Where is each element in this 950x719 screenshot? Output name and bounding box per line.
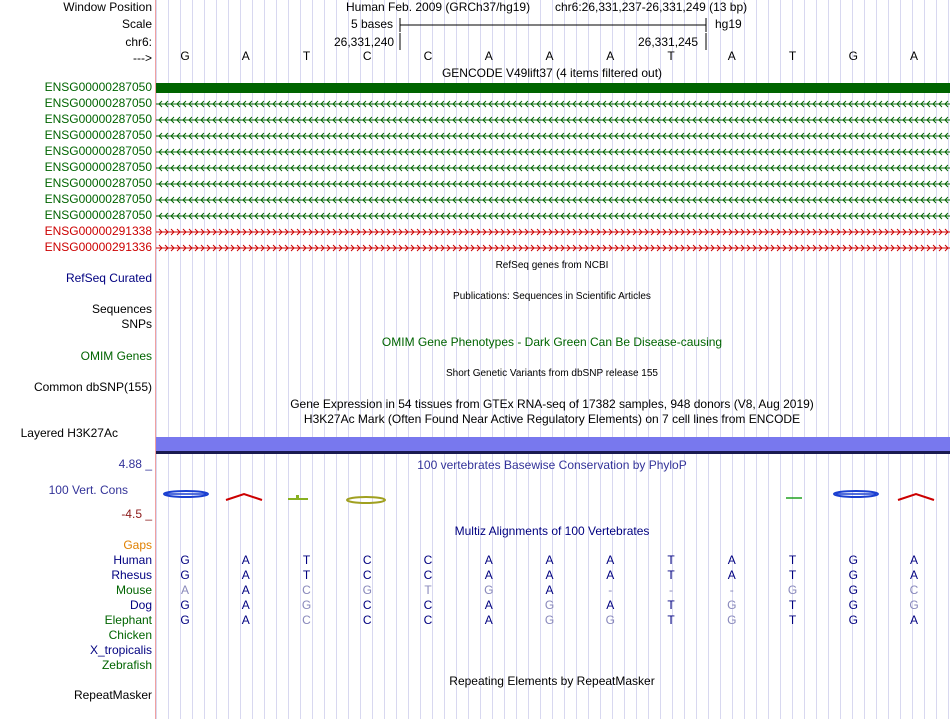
gencode-feature[interactable] (156, 193, 950, 207)
aligned-base: A (727, 568, 736, 582)
base-12: G (848, 49, 858, 63)
scale-label: Scale (121, 17, 152, 31)
gencode-row-label[interactable]: ENSG00000287050 (44, 176, 152, 190)
base-5: C (423, 49, 433, 63)
gencode-feature[interactable] (156, 161, 950, 175)
chrom-label: chr6: (125, 35, 152, 49)
gencode-row-label[interactable]: ENSG00000291338 (44, 224, 152, 238)
species-label-x_tropicalis: X_tropicalis (89, 643, 152, 657)
aligned-base: G (848, 583, 858, 597)
publications-label[interactable]: Sequences (91, 302, 152, 316)
cons-title: 100 vertebrates Basewise Conservation by PhyloP (417, 458, 687, 472)
gencode-row-label[interactable]: ENSG00000291336 (44, 240, 152, 254)
aligned-base: T (667, 553, 675, 567)
base-9: T (667, 49, 675, 63)
aligned-base: T (788, 568, 797, 582)
aligned-base: G (727, 613, 737, 627)
h3k27ac-signal-bar[interactable] (156, 437, 950, 451)
aligned-base: G (848, 613, 858, 627)
conservation-logo[interactable] (156, 486, 950, 506)
aligned-base: G (301, 598, 312, 612)
aligned-base: C (362, 598, 372, 612)
gencode-feature[interactable] (156, 241, 950, 255)
db-text: hg19 (715, 17, 742, 31)
aligned-base: C (362, 568, 372, 582)
aligned-base: T (788, 598, 797, 612)
cons-glyph-t3 (288, 495, 308, 499)
aligned-base: C (423, 553, 433, 567)
aligned-base: C (362, 613, 372, 627)
gencode-feature[interactable] (156, 81, 950, 95)
aligned-base: A (241, 568, 250, 582)
species-label-mouse: Mouse (115, 583, 152, 597)
snps-label[interactable]: SNPs (121, 317, 152, 331)
scale-text: 5 bases (351, 17, 394, 31)
aligned-base: A (484, 613, 493, 627)
aligned-base: C (423, 568, 433, 582)
base-8: A (606, 49, 615, 63)
aligned-base: G (362, 583, 372, 597)
gencode-feature[interactable] (156, 129, 950, 143)
aligned-base: T (424, 583, 432, 597)
aligned-base: C (423, 613, 433, 627)
gencode-row-label[interactable]: ENSG00000287050 (44, 80, 152, 94)
refseq-title: RefSeq genes from NCBI (495, 260, 609, 271)
aligned-base: G (544, 598, 555, 612)
aligned-base: A (545, 583, 554, 597)
aligned-base: G (848, 553, 858, 567)
aligned-base: - (608, 583, 613, 597)
aligned-base: G (787, 583, 798, 597)
aligned-base: C (302, 613, 311, 627)
gencode-row-label[interactable]: ENSG00000287050 (44, 128, 152, 142)
cons-glyph-a13 (898, 494, 934, 500)
repeatmasker-label[interactable]: RepeatMasker (73, 688, 152, 702)
cons-glyph-c4 (347, 497, 385, 503)
gencode-row-label[interactable]: ENSG00000287050 (44, 144, 152, 158)
aligned-base: A (909, 568, 918, 582)
base-4: C (362, 49, 372, 63)
species-label-zebrafish: Zebrafish (101, 658, 152, 672)
cons-glyph-a2 (226, 494, 262, 500)
aligned-base: T (302, 553, 311, 567)
aligned-base: G (484, 583, 494, 597)
base-3: T (302, 49, 311, 63)
base-13: A (909, 49, 918, 63)
aligned-base: A (241, 553, 250, 567)
aligned-base: G (727, 598, 737, 612)
aligned-base: A (909, 553, 918, 567)
aligned-base: G (180, 598, 190, 612)
dbsnp-label[interactable]: Common dbSNP(155) (33, 380, 152, 394)
aligned-base: A (606, 568, 615, 582)
gencode-row-label[interactable]: ENSG00000287050 (44, 96, 152, 110)
base-10: A (727, 49, 736, 63)
gencode-row-label[interactable]: ENSG00000287050 (44, 112, 152, 126)
cons-glyph-g12 (834, 491, 878, 497)
aligned-base: G (180, 568, 190, 582)
aligned-base: G (544, 613, 555, 627)
aligned-base: - (669, 583, 673, 597)
multiz-title: Multiz Alignments of 100 Vertebrates (454, 524, 650, 538)
aligned-base: C (362, 553, 372, 567)
aligned-base: T (667, 568, 675, 582)
base-2: A (241, 49, 250, 63)
aligned-base: G (848, 598, 858, 612)
gencode-row-label[interactable]: ENSG00000287050 (44, 160, 152, 174)
omim-title: OMIM Gene Phenotypes - Dark Green Can Be Disease-causing (381, 335, 723, 349)
gencode-feature[interactable] (156, 97, 950, 111)
aligned-base: A (727, 553, 736, 567)
aligned-base: A (484, 568, 493, 582)
base-7: A (545, 49, 554, 63)
window-position-label: Window Position (63, 0, 152, 14)
cons-max-label: 4.88 _ (118, 457, 152, 471)
aligned-base: A (484, 598, 493, 612)
aligned-base: T (788, 613, 797, 627)
aligned-base: A (241, 598, 250, 612)
gencode-row-label[interactable]: ENSG00000287050 (44, 208, 152, 222)
dbsnp-title: Short Genetic Variants from dbSNP release 155 (446, 368, 658, 379)
gtex-title: Gene Expression in 54 tissues from GTEx RNA-seq of 17382 samples, 948 donors (V8, Aug 2019) (290, 397, 814, 411)
species-label-chicken: Chicken (108, 628, 152, 642)
aligned-base: G (605, 613, 615, 627)
gencode-title: GENCODE V49lift37 (4 items filtered out) (441, 66, 663, 80)
gencode-feature[interactable] (156, 145, 950, 159)
aligned-base: A (606, 598, 615, 612)
h3k27ac-label[interactable]: Layered H3K27Ac (20, 426, 118, 440)
aligned-base: C (423, 598, 433, 612)
gencode-row-label[interactable]: ENSG00000287050 (44, 192, 152, 206)
base-11: T (788, 49, 797, 63)
aligned-base: - (729, 583, 734, 597)
aligned-base: G (848, 568, 858, 582)
aligned-base: A (180, 583, 189, 597)
aligned-base: T (667, 598, 675, 612)
assembly-text: Human Feb. 2009 (GRCh37/hg19) (346, 0, 531, 14)
gencode-feature[interactable] (156, 209, 950, 223)
aligned-base: T (667, 613, 675, 627)
aligned-base: G (180, 553, 190, 567)
aligned-base: G (180, 613, 190, 627)
gencode-feature[interactable] (156, 113, 950, 127)
species-label-elephant: Elephant (104, 613, 152, 627)
repeatmasker-title: Repeating Elements by RepeatMasker (449, 674, 655, 688)
base-1: G (180, 49, 190, 63)
gencode-feature[interactable] (156, 177, 950, 191)
cons-glyph-g1 (164, 491, 208, 497)
aligned-base: A (545, 553, 554, 567)
gaps-label[interactable]: Gaps (123, 538, 152, 552)
aligned-base: A (241, 583, 250, 597)
scale-bar (398, 17, 710, 33)
species-label-rhesus: Rhesus (111, 568, 152, 582)
aligned-base: T (788, 553, 797, 567)
aligned-base: A (545, 568, 554, 582)
aligned-base: C (302, 583, 311, 597)
position-text[interactable]: chr6:26,331,237-26,331,249 (13 bp) (555, 0, 748, 14)
aligned-base: G (909, 598, 919, 612)
aligned-base: T (302, 568, 311, 582)
aligned-base: A (241, 613, 250, 627)
base-6: A (484, 49, 493, 63)
coord-right: 26,331,245 (638, 35, 699, 49)
refseq-label[interactable]: RefSeq Curated (65, 271, 152, 285)
species-label-human: Human (113, 553, 152, 567)
aligned-base: C (909, 583, 919, 597)
aligned-base: A (606, 553, 615, 567)
arrow-label: ---> (133, 51, 152, 65)
h3k27ac-title: H3K27Ac Mark (Often Found Near Active Regulatory Elements) on 7 cell lines from ENCODE (303, 412, 801, 426)
species-label-dog: Dog (129, 598, 152, 612)
gencode-feature[interactable] (156, 225, 950, 239)
coord-left: 26,331,240 (334, 35, 395, 49)
cons-min-label: -4.5 _ (121, 507, 152, 521)
cons-label[interactable]: 100 Vert. Cons (48, 483, 128, 497)
h3k27ac-baseline (156, 451, 950, 454)
aligned-base: A (484, 553, 493, 567)
aligned-base: A (909, 613, 918, 627)
omim-label[interactable]: OMIM Genes (80, 349, 152, 363)
publications-title: Publications: Sequences in Scientific Articles (453, 291, 651, 302)
